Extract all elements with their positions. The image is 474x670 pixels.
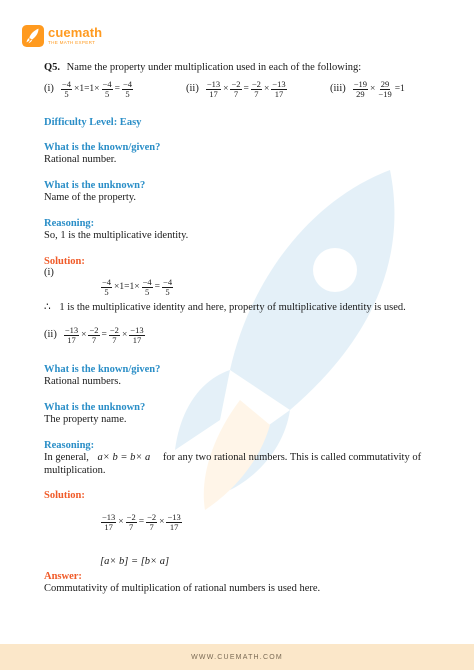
known-text: Rational numbers. (44, 376, 121, 387)
known-heading: What is the known/given? (44, 364, 161, 375)
part-ii-statement (44, 324, 146, 346)
fraction-numerator: −2 (231, 78, 241, 89)
fraction-numerator: −19 (353, 78, 368, 89)
fraction (146, 513, 157, 532)
rocket-watermark-icon (160, 160, 440, 520)
fraction-denominator: 7 (112, 334, 117, 345)
conclusion-text: 1 is the multiplicative identity and here, property of multiplicative identity is used. (59, 302, 406, 313)
reasoning-heading: Reasoning: (44, 440, 95, 451)
math-operator: = (243, 84, 249, 94)
fraction (101, 278, 112, 297)
math-operator: × (121, 330, 128, 340)
fraction-denominator: 17 (104, 521, 113, 532)
fraction-denominator: −19 (378, 88, 392, 99)
therefore-symbol: ∴ (44, 302, 51, 313)
fraction-denominator: 17 (274, 88, 284, 99)
math-operator: × (263, 84, 270, 94)
fraction (101, 513, 116, 532)
fraction-numerator: −2 (251, 78, 261, 89)
fraction-numerator: −13 (167, 511, 181, 522)
reasoning-pre: In general, (44, 452, 89, 463)
fraction-numerator: −13 (102, 511, 116, 522)
fraction (126, 513, 137, 532)
fraction-denominator: 17 (169, 521, 179, 532)
reasoning-post: for any two rational numbers. This is called commutativity of (162, 452, 422, 463)
fraction (129, 326, 144, 345)
unknown-heading: What is the unknown? (44, 180, 146, 191)
solution-equation (100, 276, 174, 298)
math-expression (63, 326, 146, 345)
fraction-numerator: −13 (130, 324, 144, 335)
question-part-iii (330, 78, 406, 100)
fraction (230, 80, 241, 99)
question-number: Q5. (44, 62, 61, 73)
fraction (251, 80, 262, 99)
part-label: (ii) (186, 83, 199, 94)
fraction (122, 80, 133, 99)
math-operator: = (154, 282, 161, 292)
rocket-logo-icon (22, 25, 44, 47)
known-heading: What is the known/given? (44, 142, 161, 153)
known-text: Rational number. (44, 154, 117, 165)
fraction-numerator: −4 (122, 78, 132, 89)
fraction-numerator: −13 (206, 78, 221, 89)
footer-bar (0, 644, 474, 670)
fraction (64, 326, 79, 345)
answer-text: Commutativity of multiplication of rational numbers is used here. (44, 583, 321, 594)
fraction-numerator: −2 (126, 511, 136, 522)
commutative-formula: a× b = b× a (97, 452, 151, 463)
solution-equation (100, 510, 183, 534)
unknown-text: The property name. (44, 414, 127, 425)
solution-heading: Solution: (44, 490, 85, 501)
part-label: (iii) (330, 83, 346, 94)
fraction (206, 80, 221, 99)
fraction-denominator: 5 (64, 88, 69, 99)
part-label: (ii) (44, 329, 57, 340)
solution-heading: Solution: (44, 256, 85, 267)
reasoning-heading: Reasoning: (44, 218, 95, 229)
fraction-numerator: −2 (109, 324, 119, 335)
fraction-denominator: 5 (165, 286, 170, 297)
fraction-numerator: −2 (147, 511, 157, 522)
reasoning-line-1 (44, 452, 421, 464)
fraction-numerator: −13 (64, 324, 79, 335)
question-part-ii (186, 78, 288, 100)
math-operator: × (370, 84, 376, 94)
bracket-formula-text: [a× b] = [b× a] (100, 556, 170, 567)
fraction (353, 80, 368, 99)
conclusion-line (44, 302, 406, 314)
reasoning-line-2: multiplication. (44, 465, 106, 476)
math-expression (100, 278, 174, 297)
fraction-denominator: 7 (254, 88, 259, 99)
math-operator: × (118, 517, 124, 527)
fraction-denominator: 7 (129, 521, 134, 532)
fraction-numerator: −4 (142, 276, 152, 287)
fraction-numerator: −4 (102, 78, 112, 89)
math-operator: ×1=1× (73, 84, 100, 94)
fraction-denominator: 7 (149, 521, 154, 532)
math-operator: × (223, 84, 229, 94)
fraction-numerator: −2 (89, 324, 99, 335)
fraction-numerator: 29 (380, 78, 390, 89)
fraction-denominator: 7 (233, 88, 239, 99)
question-line (44, 62, 361, 74)
unknown-heading: What is the unknown? (44, 402, 146, 413)
math-expression (100, 513, 183, 532)
fraction (166, 513, 181, 532)
math-operator: × (159, 517, 165, 527)
fraction-denominator: 17 (67, 334, 76, 345)
question-text: Name the property under multiplication used in each of the following: (66, 62, 362, 73)
question-part-i (44, 78, 134, 100)
unknown-text: Name of the property. (44, 192, 137, 203)
fraction (377, 80, 392, 99)
fraction-denominator: 7 (91, 334, 97, 345)
brand-name: cuemath (48, 25, 103, 41)
brand-tagline: THE MATH EXPERT (48, 40, 96, 46)
math-operator: =1 (394, 84, 405, 94)
fraction (109, 326, 120, 345)
math-expression (352, 80, 406, 99)
math-operator: ×1=1× (114, 282, 140, 292)
fraction-denominator: 5 (104, 88, 110, 99)
fraction (142, 278, 153, 297)
reasoning-text: So, 1 is the multiplicative identity. (44, 230, 189, 241)
math-operator: = (138, 517, 145, 527)
fraction (162, 278, 173, 297)
fraction-numerator: −4 (163, 276, 173, 287)
math-expression (205, 80, 288, 99)
bracket-formula (100, 556, 169, 568)
fraction-denominator: 5 (125, 88, 130, 99)
fraction (88, 326, 99, 345)
fraction-numerator: −13 (272, 78, 286, 89)
fraction-denominator: 5 (104, 286, 109, 297)
fraction-denominator: 29 (356, 88, 365, 99)
fraction (102, 80, 113, 99)
fraction-numerator: −4 (102, 276, 112, 287)
cuemath-logo (22, 22, 102, 50)
fraction-denominator: 17 (132, 334, 142, 345)
footer-url[interactable]: WWW.CUEMATH.COM (191, 653, 283, 661)
math-operator: = (101, 330, 107, 340)
math-operator: × (81, 330, 87, 340)
solution-label: (i) (44, 267, 54, 278)
fraction-numerator: −4 (61, 78, 71, 89)
difficulty-level: Difficulty Level: Easy (44, 117, 142, 128)
part-label: (i) (44, 83, 54, 94)
fraction-denominator: 17 (209, 88, 218, 99)
fraction (61, 80, 72, 99)
math-operator: = (114, 84, 120, 94)
fraction-denominator: 5 (145, 286, 150, 297)
fraction (271, 80, 286, 99)
math-expression (60, 80, 134, 99)
answer-heading: Answer: (44, 571, 82, 582)
